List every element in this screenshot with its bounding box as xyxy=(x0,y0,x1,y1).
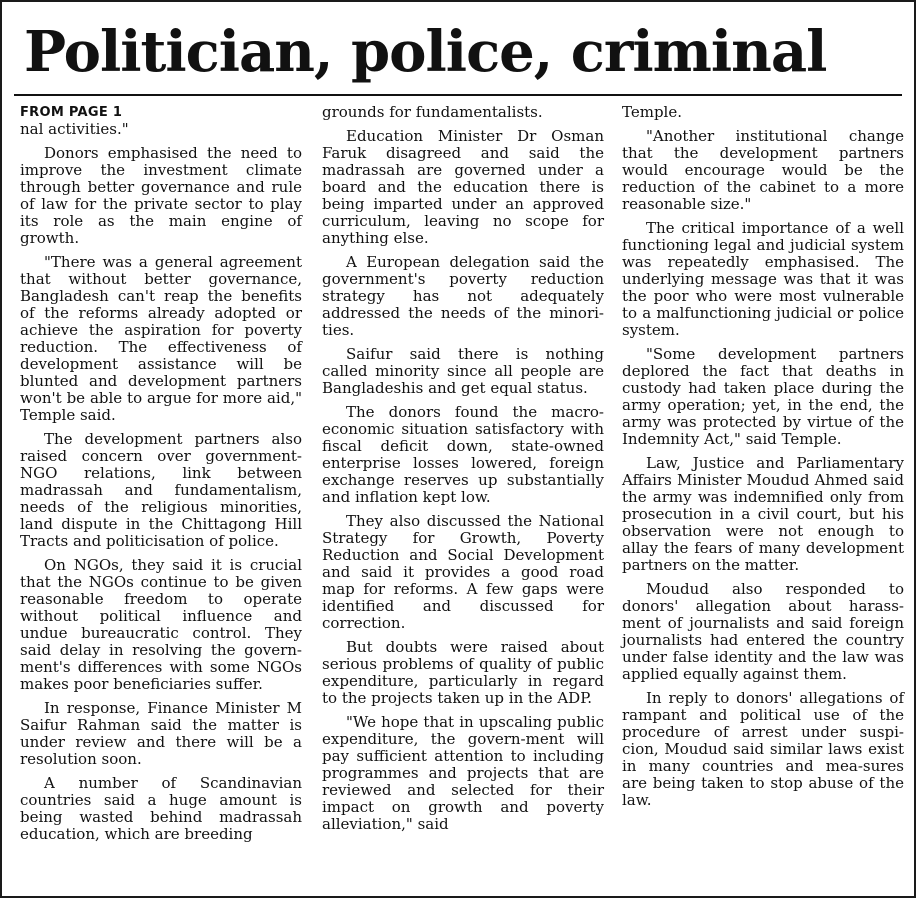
paragraph: Saifur said there is nothing called minority since all people are Bangladeshis and get equal status. xyxy=(322,345,604,397)
paragraph: Education Minister Dr Osman Faruk disagreed and said the madrassah are governed under a board and the education there is being imparted under an approved curriculum, leaving no scope for anything else. xyxy=(322,127,604,247)
headline-rule xyxy=(14,94,902,96)
paragraph: Donors emphasised the need to improve the investment climate through better governance and rule of law for the private sector to play its role as the main engine of growth. xyxy=(20,144,302,247)
column-1 xyxy=(20,104,302,850)
column-2 xyxy=(322,104,604,840)
paragraph: In reply to donors' allegations of rampant and political use of the procedure of arrest under suspi-cion, Moudud said similar laws exist in many countries and mea-sures are being taken to stop abuse of the law. xyxy=(622,689,904,809)
paragraph: "Some development partners deplored the fact that deaths in custody had taken place during the army operation; yet, in the end, the army was protected by virtue of the Indemnity Act," said Temple. xyxy=(622,345,904,448)
paragraph: They also discussed the National Strategy for Growth, Poverty Reduction and Social Development and said it provides a good road map for reforms. A few gaps were identified and discussed for correction. xyxy=(322,512,604,632)
paragraph: Law, Justice and Parliamentary Affairs Minister Moudud Ahmed said the army was indemnified only from prosecution in a civil court, but his observation were not enough to allay the fears of many development partners on the matter. xyxy=(622,454,904,574)
paragraph: grounds for fundamentalists. xyxy=(322,103,543,121)
paragraph: nal activities." xyxy=(20,120,129,138)
paragraph: In response, Finance Minister M Saifur Rahman said the matter is under review and there will be a resolution soon. xyxy=(20,699,302,768)
column-3 xyxy=(622,104,904,816)
headline: Politician, police, criminal xyxy=(24,19,827,85)
paragraph: "We hope that in upscaling public expenditure, the govern-ment will pay sufficient attention to including programmes and projects that are reviewed and selected for their impact on growth and poverty alleviation," said xyxy=(322,713,604,833)
paragraph: A European delegation said the government's poverty reduction strategy has not adequately addressed the needs of the minori-ties. xyxy=(322,253,604,339)
paragraph: Moudud also responded to donors' allegation about harass-ment of journalists and said foreign journalists had entered the country under false identity and the law was applied equally against them. xyxy=(622,580,904,683)
paragraph: The critical importance of a well functioning legal and judicial system was repeatedly emphasised. The underlying message was that it was the poor who were most vulnerable to a malfunctioning judicial or police system. xyxy=(622,219,904,339)
paragraph: "There was a general agreement that without better governance, Bangladesh can't reap the benefits of the reforms already adopted or achieve the aspiration for poverty reduction. The effectiveness of development assistance will be blunted and development partners won't be able to argue for more aid," Temple said. xyxy=(20,253,302,424)
paragraph: On NGOs, they said it is crucial that the NGOs continue to be given reasonable freedom to operate without political influence and undue bureaucratic control. They said delay in resolving the govern-ment's differences with some NGOs makes poor beneficiaries suffer. xyxy=(20,556,302,693)
paragraph: "Another institutional change that the development partners would encourage would be the reduction of the cabinet to a more reasonable size." xyxy=(622,127,904,213)
paragraph: The development partners also raised concern over government-NGO relations, link between madrassah and fundamentalism, needs of the religious minorities, land dispute in the Chittagong Hill Tracts and politicisation of police. xyxy=(20,430,302,550)
paragraph: But doubts were raised about serious problems of quality of public expenditure, particularly in regard to the projects taken up in the ADP. xyxy=(322,638,604,707)
paragraph: The donors found the macro-economic situation satisfactory with fiscal deficit down, state-owned enterprise losses lowered, foreign exchange reserves up substantially and inflation kept low. xyxy=(322,403,604,506)
paragraph: A number of Scandinavian countries said a huge amount is being wasted behind madrassah education, which are breeding xyxy=(20,774,302,843)
paragraph: Temple. xyxy=(622,103,682,121)
continuation-kicker: FROM PAGE 1 xyxy=(20,105,123,120)
